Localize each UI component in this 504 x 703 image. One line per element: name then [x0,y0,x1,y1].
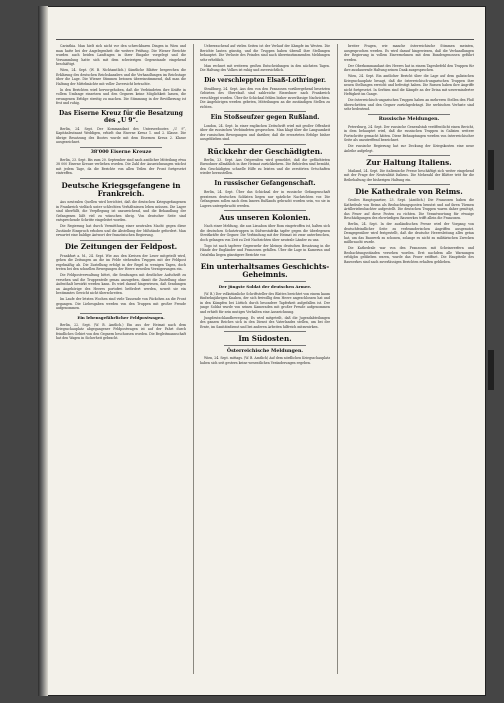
article-paragraph: Jungdeutschlandbewegung. Es wird mitgeteilt, daß die Jugendabteilungen des ganzen Reiches sich in den Dienst des Vaterlandes stellen, um bei der Ernte, im Sanitätsdienst und bei anderen Arbeiten hilfreich mitzuwirken. [200,315,330,329]
article-paragraph: Die Regierung hat durch Vermittlung einer neutralen Macht gegen diese Zustände Einspruch erhoben und die Abstellung der Mißstände gefordert. Man erwartet eine baldige Antwort der französischen Regierung. [56,224,186,238]
article-paragraph: Im Laufe der letzten Wochen sind viele Tausende von Päckchen an die Front gegangen. Die Liebesgaben werden von den Truppen mit großer Freude aufgenommen. [56,297,186,311]
article-separator [224,259,306,260]
article-separator [224,210,306,211]
article-paragraph: Petersburg, 24. Sept. Der russische Generalstab veröffentlicht einen Bericht, in dem behauptet wird, daß die russischen Truppen in Galizien weitere Fortschritte gemacht hätten. Diese Behauptungen werden von österreichischer Seite als unzutreffend bezeichnet. [344,124,474,143]
article-separator [80,313,162,314]
column-3 [344,44,474,680]
column-rule [337,44,338,674]
article-separator [224,281,306,282]
article-separator [368,155,450,156]
article-paragraph: (W. B.) Der volkstümliche Schriftsteller des Blattes berichtet von einem kaum fünfzehnjährigen Knaben, der sich freiwillig dem Heere angeschlossen hat und in den Kämpfen bei Lüttich durch besondere Tapferkeit aufgefallen ist. Der junge Soldat wurde von seinen Kameraden mit großer Freude aufgenommen und erhielt für sein mutiges Verhalten eine Auszeichnung. [200,291,330,314]
article-paragraph: Aus neutralen Quellen wird berichtet, daß die deutschen Kriegsgefangenen in Frankreich vielfach unter schlechten Verhältnissen leben müssen. Die Lager sind überfüllt, die Verpflegung ist unzureichend, und die Behandlung der Gefangenen läßt viel zu wünschen übrig. Von deutscher Seite sind entsprechende Schritte eingeleitet worden. [56,200,186,223]
article-headline: Die verschleppten Elsaß-Lothringer. [204,77,326,85]
article-headline: Russische Meldungen. [378,116,440,123]
article-separator [224,75,306,76]
article-paragraph: Berlin, 24. Sept. Über das Schicksal der in russische Gefangenschaft geratenen deutschen Soldaten liegen nur spärliche Nachrichten vor. Die Gefangenen sollen nach dem Innern Rußlands gebracht worden sein, wo sie in Lagern untergebracht werden. [200,190,330,208]
newspaper-page [38,6,486,696]
article-headline: Ein unterhaltsames Geschichts-Geheimnis. [200,261,330,280]
article-separator [224,331,306,332]
article-paragraph: Frankfurt a. M., 24. Sept. Wie aus den Kreisen der Leser mitgeteilt wird, gehen die Zeitungen an die im Felde stehenden Truppen mit der Feldpost regelmäßig ab. Die Zustellung erfolgt in der Regel in wenigen Tagen, doch treten bei den schnellen Bewegungen der Heere zuweilen Verzögerungen ein. [56,253,186,272]
article-paragraph: Berlin, 23. Sept. Aus Ostpreußen wird gemeldet, daß die geflüchteten Einwohner allmählich in ihre Heimat zurückkehren. Die Behörden sind bemüht, den Geschädigten schnelle Hilfe zu leisten und die zerstörten Ortschaften wieder herzustellen. [200,157,330,176]
article-paragraph: Berlin, 24. Sept. Der Kommandant des Unterseebootes „U 9“, Kapitänleutnant Weddigen, erhielt das Eiserne Kreuz 1. und 2. Klasse. Die übrige Besatzung des Bootes wurde mit dem Eisernen Kreuz 2. Klasse ausgezeichnet. [56,126,186,145]
article-separator [368,114,450,115]
article-separator [224,345,306,346]
article-paragraph: Wien, 24. Sept. Ein amtlicher Bericht über die Lage auf dem galizischen Kriegsschauplatz besagt, daß die österreichisch-ungarischen Truppen ihre neuen Stellungen erreicht und befestigt haben. Die Russen haben ihre Angriffe nicht fortgesetzt. In Serbien sind die Kämpfe an der Drina mit unverminderter Heftigkeit im Gange. [344,74,474,96]
article-paragraph: Carinthia. Man hielt sich nicht vor den schreckbaren Dingen in Wien und man hatte bei der Angelegenheit die weitere Prüfung. Die Wiener Berichte wurden auch beiden Landtagen in ihrer Eingabe vorgelegt und die Versammlung hatte sich mit dem schwierigen Gegenstande eingehend beschäftigt. [56,44,186,66]
article-separator [368,184,450,185]
article-headline: Deutsche Kriegsgefangene in Frankreich. [61,180,181,198]
article-paragraph: Man rechnet mit weiteren großen Entscheidungen in den nächsten Tagen. Die Haltung des Volkes ist ruhig und zuversichtlich. [200,63,330,72]
article-headline: Die Zeitungen der Feldpost. [64,242,178,252]
article-paragraph: Togo ist nach tapferer Gegenwehr der kleinen deutschen Besatzung in die Hände der Engländer und Franzosen gefallen. Über die Lage in Kamerun und Ostafrika liegen günstigere Berichte vor. [200,243,330,257]
article-paragraph: London, 24. Sept. In einer englischen Zeitschrift wird mit großer Offenheit über die russischen Verbündeten gesprochen. Man klagt über die Langsamkeit der russischen Bewegungen und darüber, daß die erwarteten Erfolge bisher ausgeblieben sind. [200,123,330,142]
article-headline: Das Eiserne Kreuz für die Besatzung des „U 9“. [59,110,183,124]
article-separator [80,147,162,148]
article-separator [224,111,306,112]
header-rule [56,39,474,40]
column-2 [200,44,330,680]
article-headline: Ein lebensgefährlicher Feldpostwagen. [77,315,165,321]
article-paragraph: Wien, 24. Sept. (W. B. Nichtamtlich.) Sämtliche Blätter besprechen die Erklärung des deutschen Reichskanzlers und die Verhandlungen im Reichstage über die Lage. Die Wiener Stimmen betonen übereinstimmend, daß man die Haltung der Mittelmächte mit voller Zuversicht betrachte. [56,68,186,86]
article-paragraph: Mailand, 24. Sept. Die italienische Presse beschäftigt sich weiter eingehend mit der Frage der Neutralität Italiens. Die Mehrzahl der Blätter tritt für die Beibehaltung der bisherigen Haltung ein. [344,168,474,182]
column-rule [193,44,194,674]
article-headline: Aus unseren Kolonien. [219,212,311,222]
article-headline: 38'000 Eiserne Kreuze [90,149,152,156]
page-edge-mark [488,350,494,390]
article-headline: Ein Stoßseufzer gegen Rußland. [210,114,320,122]
article-paragraph: Die österreichisch-ungarischen Truppen haben an mehreren Stellen den Fluß überschritten und den Gegner zurückgedrängt. Die serbischen Verluste sind sehr bedeutend. [344,98,474,111]
article-paragraph: breiter Fragen, wie manche österreichische Stimmen meinten, ausgesprochen werden. Es wird darauf hingewiesen, daß die Verhandlungen der Regierung in vollem Einvernehmen mit dem Bundesgenossen geführt werden. [344,44,474,62]
column-1 [56,44,186,680]
article-paragraph: Die Kathedrale war von den Franzosen mit Scheinwerfern und Beobachtungsständen versehen worden. Erst nachdem alle Warnungen erfolglos geblieben waren, wurde das Feuer eröffnet. Die Hauptteile des Bauwerkes sind nach zuverlässigen Berichten erhalten geblieben. [344,246,474,264]
article-separator [80,108,162,109]
article-paragraph: Berlin, 22. Sept. (W. B. Amtlich.) Ein aus der Heimat nach dem Kriegsschauplatz abgegangener Feldpostwagen ist auf der Fahrt durch feindliches Gebiet von den Gegnern beschossen worden. Die Begleitmannschaft hat den Wagen in Sicherheit gebracht. [56,322,186,341]
article-headline: Im Südosten. [238,333,292,343]
article-paragraph: Großes Hauptquartier, 23. Sept. (Amtlich.) Die Franzosen haben die Kathedrale von Reims als Beobachtungsposten benutzt und auf ihren Türmen Artilleriebeobachter aufgestellt. Die deutschen Truppen waren daher genötigt, das Feuer auf diese Posten zu richten. Die Verantwortung für etwaige Beschädigungen des ehrwürdigen Bauwerkes trifft allein die Franzosen. [344,198,474,221]
article-headline: Zur Haltung Italiens. [366,157,452,167]
page-edge-mark [488,150,494,190]
article-separator [224,178,306,179]
article-separator [224,144,306,145]
article-headline: In russischer Gefangenschaft. [214,180,316,188]
binding-gutter [38,6,48,696]
article-paragraph: Berlin, 23. Sept. Bis zum 20. September sind nach amtlicher Mitteilung etwa 38 000 Eiserne Kreuze verliehen worden. Die Zahl der Auszeichnungen wächst mit jedem Tage, da die Berichte von allen Teilen der Front fortgesetzt eintreffen. [56,157,186,176]
article-headline: Rückkehr der Geschädigten. [207,146,323,156]
article-headline: Österreichische Meldungen. [226,347,304,354]
article-paragraph: Nach einer Meldung, die aus Lissabon über Rom eingetroffen ist, halten sich die deutschen Schutztruppen in Südwestafrika tapfer gegen die überlegenen Streitkräfte der Gegner. Die Verbindung mit der Heimat ist zwar unterbrochen, doch gelangen von Zeit zu Zeit Nachrichten über neutrale Länder zu uns. [200,224,330,242]
article-paragraph: In den Berichten wird hervorgehoben, daß die Verbündeten ihre Kräfte in vollem Umfange einsetzen und den Gegnern keine Möglichkeit lassen, die errungenen Erfolge streitig zu machen. Die Stimmung in der Bevölkerung ist fest und ruhig. [56,87,186,105]
article-paragraph: Die russische Regierung hat zur Deckung der Kriegskosten eine neue Anleihe aufgelegt. [344,144,474,153]
article-paragraph: Berlin, 24. Sept. In der ausländischen Presse wird der Vorgang von deutschfeindlicher Seite zu verleumderischen Angriffen ausgenutzt. Demgegenüber wird festgestellt, daß die deutsche Heeresleitung alles getan hat, um das Bauwerk zu schonen, solange es nicht zu militärischen Zwecken mißbraucht wurde. [344,222,474,245]
article-paragraph: Ueberraschend auf vielen Seiten ist der Verlauf der Kämpfe im Westen. Die Berichte lauten günstig, und die Truppen haben überall ihre Stellungen behauptet. Die Verluste des Feindes sind nach übereinstimmenden Meldungen sehr erheblich. [200,44,330,62]
article-paragraph: Die Feldpostverwaltung bittet, die Sendungen mit deutlicher Aufschrift zu versehen und die Truppenteile genau anzugeben, damit die Zustellung ohne Aufenthalt bewirkt werden kann. Es wird darauf hingewiesen, daß Sendungen an Angehörige des Heeres portofrei befördert werden, soweit sie ein bestimmtes Gewicht nicht überschreiten. [56,273,186,296]
article-separator [80,240,162,241]
article-headline: Die Kathedrale von Reims. [355,187,463,197]
article-headline: Der jüngste Soldat der deutschen Armee. [218,283,312,289]
article-paragraph: Der Oberkommandant des Heeres hat in einem Tagesbefehl den Truppen für ihre ausdauernde Haltung seinen Dank ausgesprochen. [344,63,474,72]
article-paragraph: Straßburg, 24. Sept. Aus den von den Franzosen vorübergehend besetzten Gebieten des Oberelsaß sind zahlreiche Einwohner nach Frankreich verschleppt worden. Über ihr Schicksal fehlen bisher zuverlässige Nachrichten. Die Angehörigen werden gebeten, Mitteilungen an die zuständigen Stellen zu richten. [200,86,330,109]
article-separator [80,178,162,179]
article-paragraph: Wien, 24. Sept. mittags. (W. B. Amtlich) Auf dem nördlichen Kriegsschauplatz haben sich seit gestern keine wesentlichen Veränderungen ergeben. [200,356,330,365]
